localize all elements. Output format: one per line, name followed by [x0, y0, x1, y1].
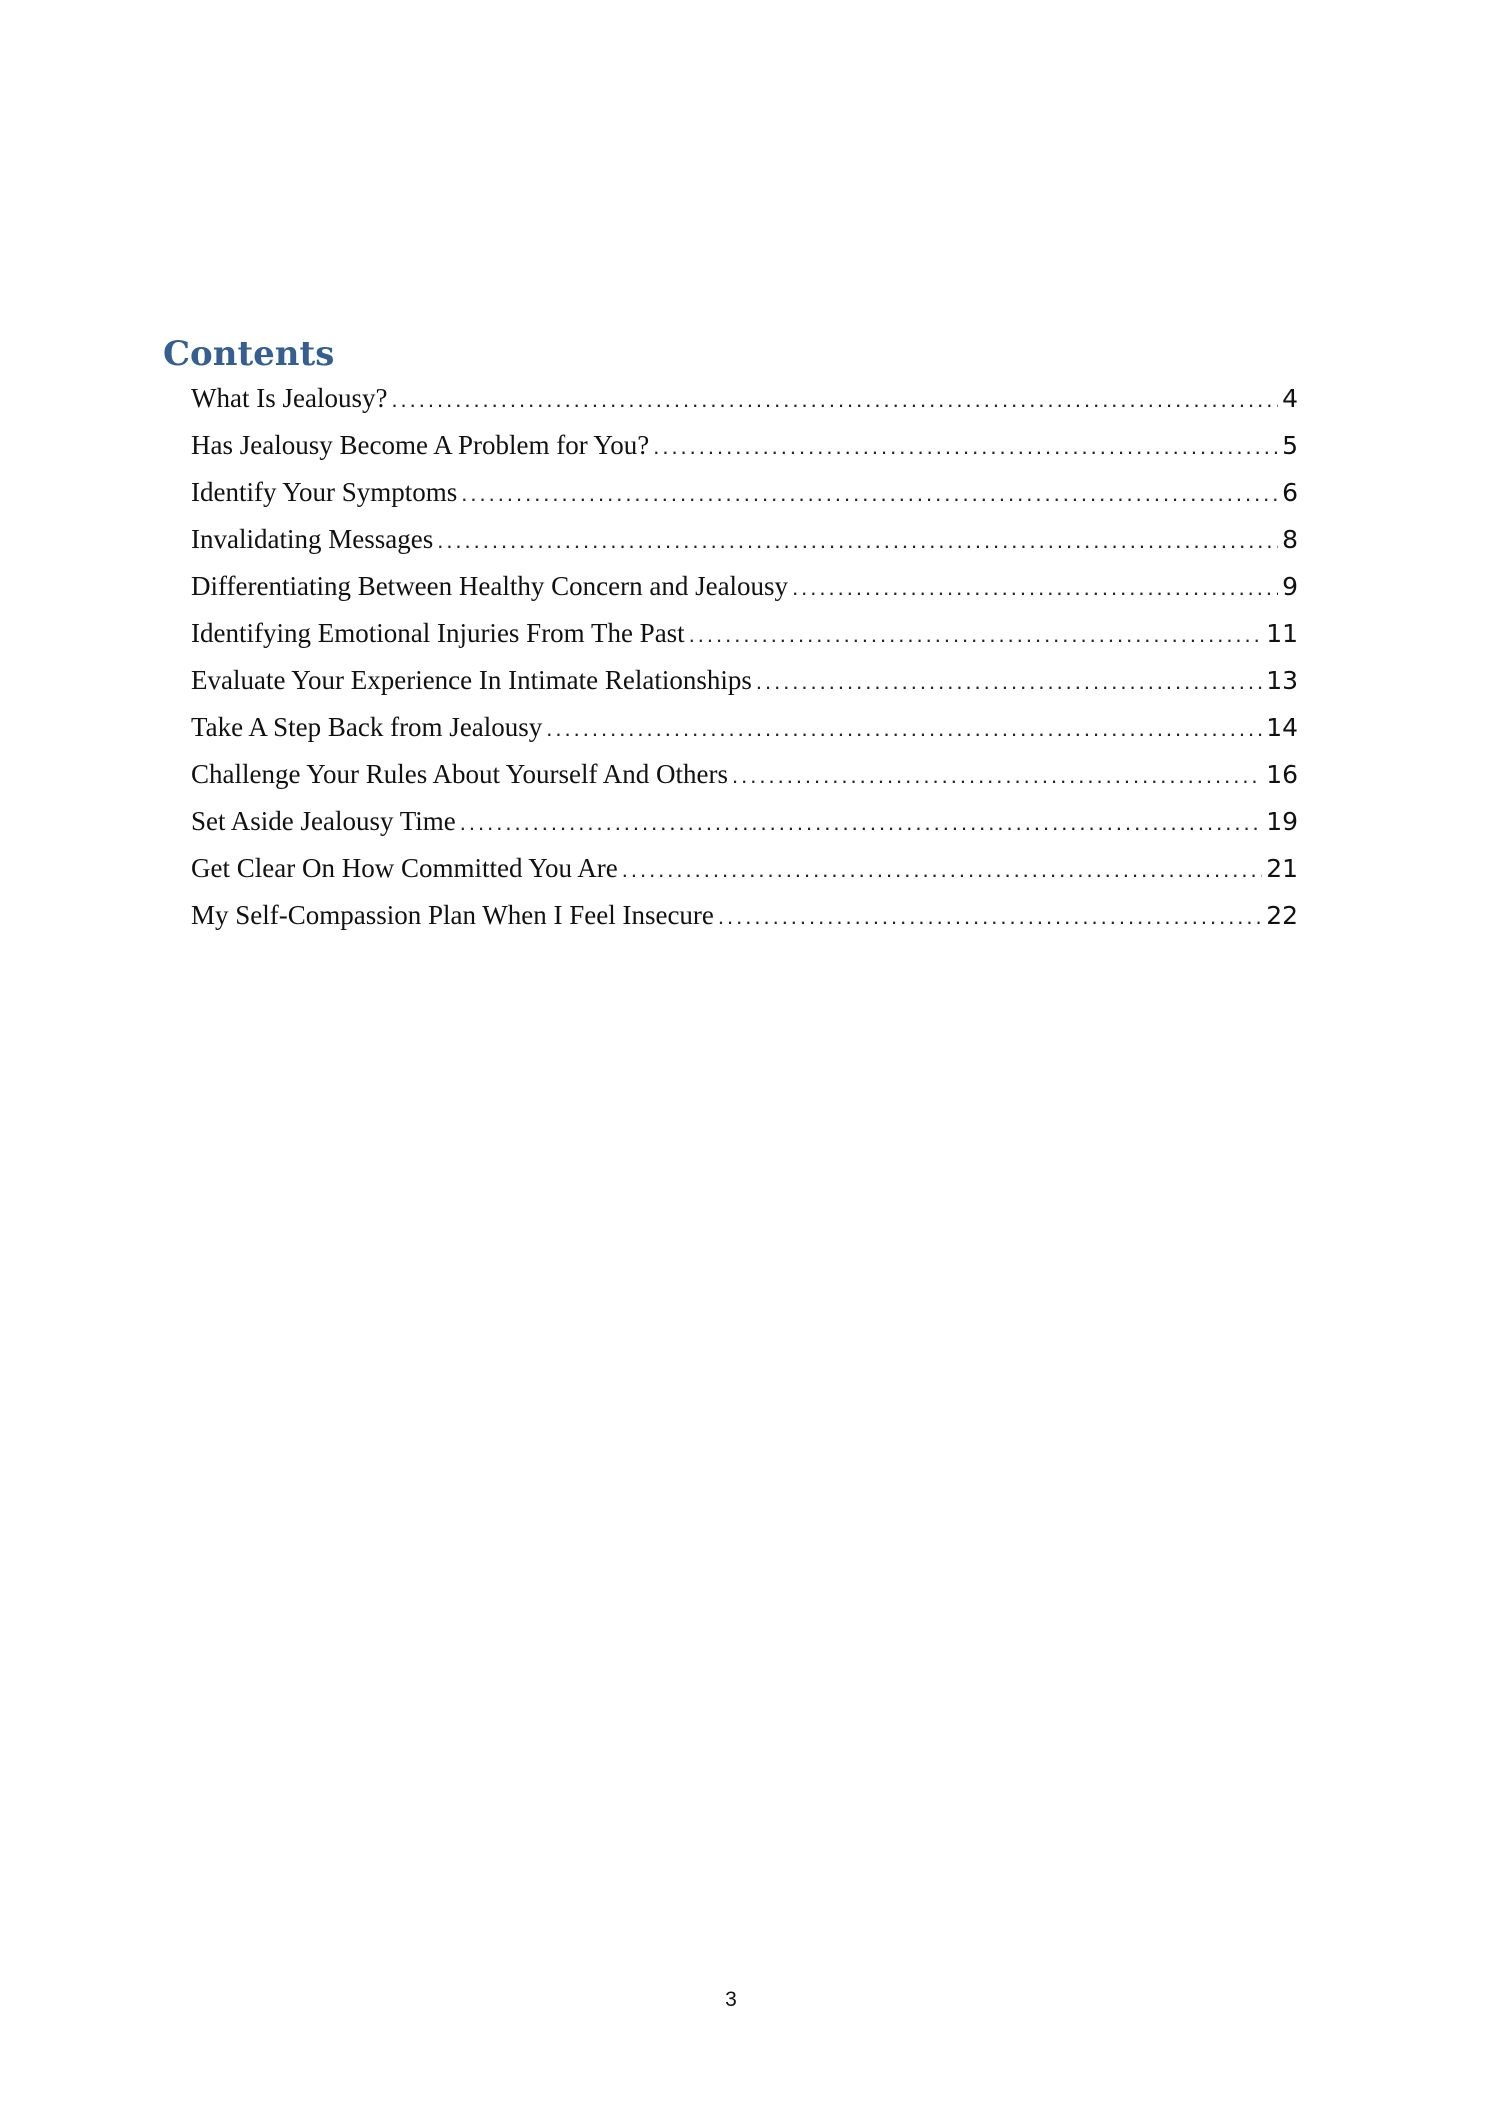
- dot-leader: [732, 763, 1262, 789]
- dot-leader: [653, 434, 1278, 460]
- toc-entry[interactable]: [191, 900, 1298, 947]
- toc-entry[interactable]: [191, 618, 1298, 665]
- toc-entry-title: Set Aside Jealousy Time: [191, 806, 456, 836]
- toc-entry-title: My Self-Compassion Plan When I Feel Insecure: [191, 900, 714, 930]
- toc-entry-page: 14: [1266, 713, 1298, 742]
- toc-entry-page: 4: [1282, 384, 1298, 413]
- toc-entry[interactable]: [191, 712, 1298, 759]
- toc-heading: Contents: [163, 334, 335, 374]
- toc-entry[interactable]: [191, 571, 1298, 618]
- toc-entry-title: Has Jealousy Become A Problem for You?: [191, 430, 650, 460]
- dot-leader: [437, 528, 1278, 554]
- toc-entry[interactable]: [191, 759, 1298, 806]
- toc-entry[interactable]: [191, 806, 1298, 853]
- dot-leader: [756, 669, 1262, 695]
- page-number: 3: [725, 1988, 737, 2011]
- toc-entry[interactable]: [191, 477, 1298, 524]
- toc-entry-page: 11: [1266, 619, 1298, 648]
- dot-leader: [546, 716, 1262, 742]
- toc-entry-page: 6: [1282, 478, 1298, 507]
- toc-entry-title: Take A Step Back from Jealousy: [191, 712, 543, 742]
- toc-entry[interactable]: [191, 524, 1298, 571]
- dot-leader: [689, 622, 1263, 648]
- toc-entry-page: 9: [1282, 572, 1298, 601]
- dot-leader: [461, 481, 1278, 507]
- toc-entry-title: Evaluate Your Experience In Intimate Relationships: [191, 665, 752, 695]
- toc-entry-title: What Is Jealousy?: [191, 383, 388, 413]
- toc-entry[interactable]: [191, 665, 1298, 712]
- toc-entry[interactable]: [191, 383, 1298, 430]
- dot-leader: [622, 857, 1262, 883]
- toc-list: [191, 383, 1298, 947]
- toc-entry-page: 5: [1282, 431, 1298, 460]
- toc-entry-title: Identifying Emotional Injuries From The Past: [191, 618, 685, 648]
- toc-entry-title: Differentiating Between Healthy Concern and Jealousy: [191, 571, 789, 601]
- toc-entry-page: 16: [1266, 760, 1298, 789]
- toc-entry-page: 21: [1266, 854, 1298, 883]
- dot-leader: [718, 904, 1262, 930]
- toc-entry-title: Invalidating Messages: [191, 524, 434, 554]
- dot-leader: [391, 387, 1278, 413]
- toc-entry-title: Get Clear On How Committed You Are: [191, 853, 618, 883]
- toc-entry-title: Challenge Your Rules About Yourself And Others: [191, 759, 729, 789]
- toc-entry-page: 13: [1266, 666, 1298, 695]
- toc-entry-title: Identify Your Symptoms: [191, 477, 458, 507]
- toc-entry-page: 22: [1266, 901, 1298, 930]
- dot-leader: [460, 810, 1262, 836]
- toc-entry[interactable]: [191, 430, 1298, 477]
- toc-entry[interactable]: [191, 853, 1298, 900]
- dot-leader: [792, 575, 1278, 601]
- toc-entry-page: 19: [1266, 807, 1298, 836]
- toc-entry-page: 8: [1282, 525, 1298, 554]
